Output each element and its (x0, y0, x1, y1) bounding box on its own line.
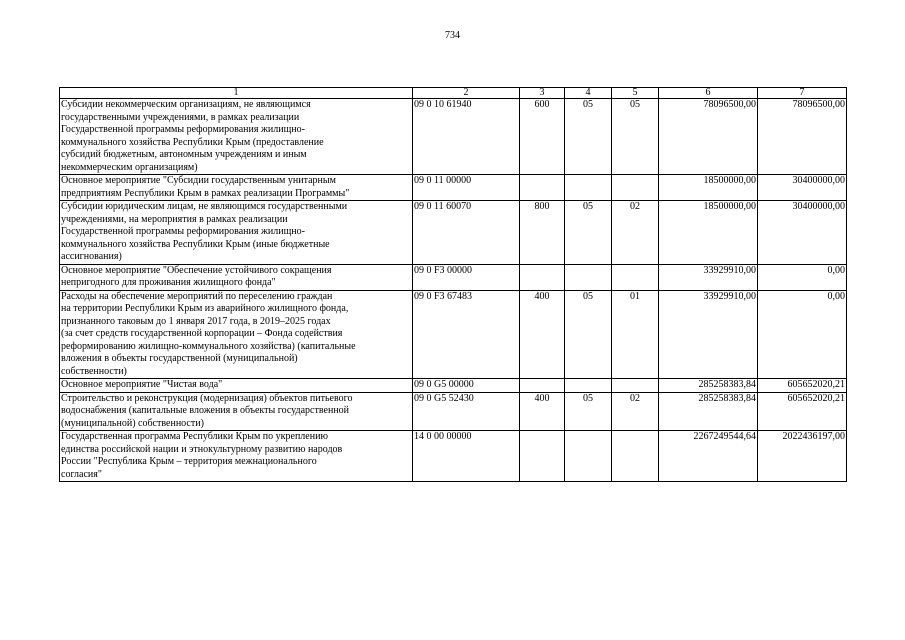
section: 05 (565, 99, 612, 175)
amount-col-6: 2267249544,64 (659, 431, 758, 482)
column-header: 2 (413, 88, 520, 99)
amount-col-7: 0,00 (758, 264, 847, 290)
column-header: 3 (520, 88, 565, 99)
amount-col-6: 18500000,00 (659, 175, 758, 201)
table-row (60, 392, 847, 431)
target-code: 09 0 F3 67483 (413, 290, 520, 379)
section: 05 (565, 201, 612, 265)
table-row (60, 379, 847, 393)
expense-type: 400 (520, 290, 565, 379)
header-row (60, 88, 847, 99)
expense-type (520, 264, 565, 290)
section: 05 (565, 392, 612, 431)
amount-col-6: 33929910,00 (659, 290, 758, 379)
subsection (612, 175, 659, 201)
amount-col-7: 30400000,00 (758, 201, 847, 265)
subsection: 05 (612, 99, 659, 175)
amount-col-7: 30400000,00 (758, 175, 847, 201)
expense-type (520, 431, 565, 482)
subsection: 02 (612, 201, 659, 265)
item-name: Государственная программа Республики Крым по укреплению единства российской нации и этнокультурному развитию народов России "Республика Крым – территория межнационального согласия" (60, 431, 413, 482)
column-header: 4 (565, 88, 612, 99)
subsection: 02 (612, 392, 659, 431)
subsection (612, 431, 659, 482)
subsection (612, 264, 659, 290)
item-name: Основное мероприятие "Обеспечение устойчивого сокращения непригодного для проживания жилищного фонда" (60, 264, 413, 290)
expense-type (520, 379, 565, 393)
item-name: Субсидии некоммерческим организациям, не являющимся государственными учреждениями, в рамках реализации Государственной программы реформирования жилищно- коммунального хозяйства Республики Крым (предоставление субсидий бюджетным, автономным учреждениям и иным некоммерческим организациям) (60, 99, 413, 175)
amount-col-7: 605652020,21 (758, 379, 847, 393)
amount-col-7: 2022436197,00 (758, 431, 847, 482)
section (565, 431, 612, 482)
table-row (60, 431, 847, 482)
amount-col-6: 18500000,00 (659, 201, 758, 265)
amount-col-7: 605652020,21 (758, 392, 847, 431)
expense-type: 400 (520, 392, 565, 431)
column-header: 7 (758, 88, 847, 99)
expense-type (520, 175, 565, 201)
section: 05 (565, 290, 612, 379)
column-header: 1 (60, 88, 413, 99)
target-code: 09 0 G5 52430 (413, 392, 520, 431)
amount-col-6: 285258383,84 (659, 392, 758, 431)
section (565, 264, 612, 290)
table-row (60, 201, 847, 265)
target-code: 09 0 11 00000 (413, 175, 520, 201)
target-code: 09 0 11 60070 (413, 201, 520, 265)
target-code: 09 0 F3 00000 (413, 264, 520, 290)
table-row (60, 290, 847, 379)
item-name: Строительство и реконструкция (модернизация) объектов питьевого водоснабжения (капитальные вложения в объекты государственной (муниципальной) собственности) (60, 392, 413, 431)
target-code: 09 0 10 61940 (413, 99, 520, 175)
column-header: 5 (612, 88, 659, 99)
amount-col-6: 285258383,84 (659, 379, 758, 393)
amount-col-7: 0,00 (758, 290, 847, 379)
section (565, 379, 612, 393)
subsection (612, 379, 659, 393)
target-code: 09 0 G5 00000 (413, 379, 520, 393)
budget-table (59, 87, 847, 482)
table-row (60, 264, 847, 290)
column-header: 6 (659, 88, 758, 99)
subsection: 01 (612, 290, 659, 379)
item-name: Основное мероприятие "Чистая вода" (60, 379, 413, 393)
target-code: 14 0 00 00000 (413, 431, 520, 482)
amount-col-7: 78096500,00 (758, 99, 847, 175)
amount-col-6: 33929910,00 (659, 264, 758, 290)
item-name: Субсидии юридическим лицам, не являющимся государственными учреждениями, на мероприятия в рамках реализации Государственной программы реформирования жилищно- коммунального хозяйства Республики Крым (иные бюджетные ассигнования) (60, 201, 413, 265)
expense-type: 600 (520, 99, 565, 175)
item-name: Расходы на обеспечение мероприятий по переселению граждан на территории Республики Крым из аварийного жилищного фонда, признанного таковым до 1 января 2017 года, в 2019–2025 годах (за счет средств государственной корпорации – Фонда содействия реформированию жилищно-коммунального хозяйства) (капитальные вложения в объекты государственной (муниципальной) собственности) (60, 290, 413, 379)
table-row (60, 175, 847, 201)
amount-col-6: 78096500,00 (659, 99, 758, 175)
item-name: Основное мероприятие "Субсидии государственным унитарным предприятиям Республики Крым в рамках реализации Программы" (60, 175, 413, 201)
page-number: 734 (445, 30, 460, 41)
expense-type: 800 (520, 201, 565, 265)
section (565, 175, 612, 201)
table-row (60, 99, 847, 175)
